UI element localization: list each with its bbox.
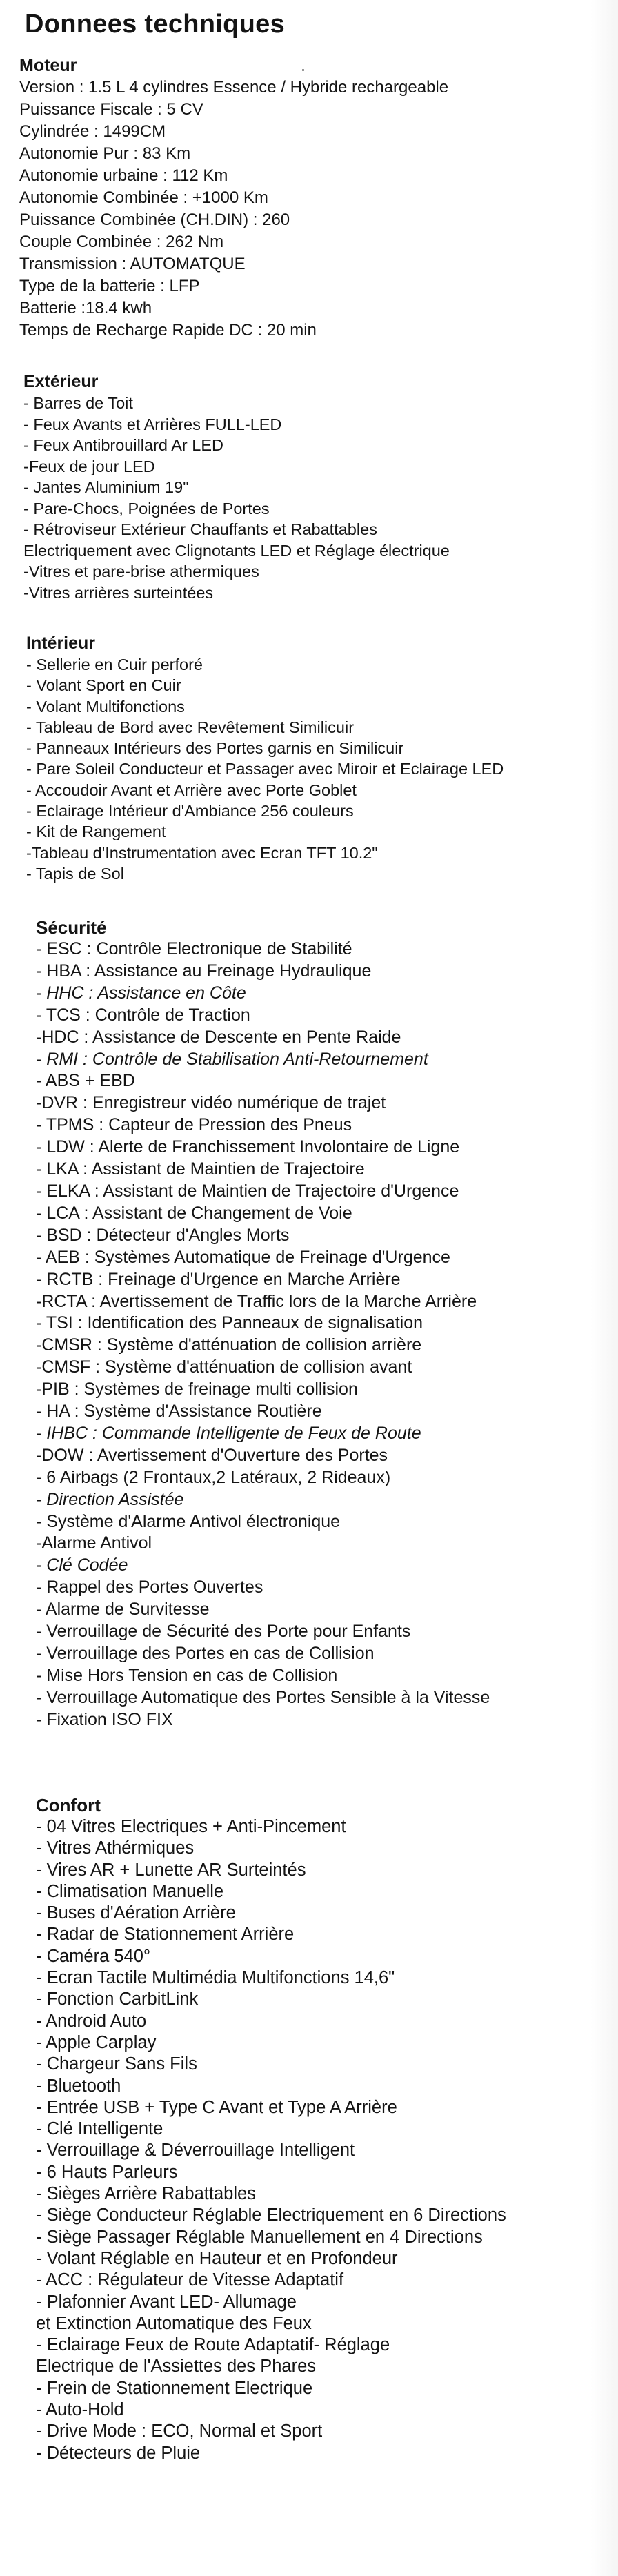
list-item: Autonomie urbaine : 112 Km	[19, 166, 228, 185]
list-item: - Détecteurs de Pluie	[36, 2443, 201, 2463]
list-item: -Vitres arrières surteintées	[23, 583, 214, 602]
section-heading-securite: Sécurité	[36, 917, 107, 938]
list-item: - Frein de Stationnement Electrique	[36, 2378, 313, 2398]
list-item: - 6 Airbags (2 Frontaux,2 Latéraux, 2 Rideaux)	[36, 1467, 391, 1487]
list-item: - Fixation ISO FIX	[36, 1709, 173, 1729]
page-title: Donnees techniques	[25, 10, 286, 39]
list-item: - ACC : Régulateur de Vitesse Adaptatif	[36, 2270, 344, 2290]
list-item: - Siège Conducteur Réglable Electriquement en 6 Directions	[36, 2205, 506, 2225]
list-item: - Alarme de Survitesse	[36, 1600, 210, 1620]
section-heading-exterieur: Extérieur	[23, 372, 99, 391]
list-item: - 6 Hauts Parleurs	[36, 2162, 178, 2182]
list-item: - Volant Réglable en Hauteur et en Profondeur	[36, 2248, 398, 2268]
list-item: - Plafonnier Avant LED- Allumage	[36, 2292, 297, 2312]
list-item: - HHC : Assistance en Côte	[36, 983, 246, 1003]
list-item: - RMI : Contrôle de Stabilisation Anti-Retournement	[36, 1049, 428, 1069]
list-item: - HA : Système d'Assistance Routière	[36, 1402, 322, 1422]
list-item: - Panneaux Intérieurs des Portes garnis en Similicuir	[26, 739, 404, 758]
list-item: - Volant Multifonctions	[26, 697, 185, 716]
list-item: - Buses d'Aération Arrière	[36, 1903, 236, 1923]
list-item: - Eclairage Feux de Route Adaptatif- Réglage	[36, 2335, 390, 2355]
list-item: - Pare-Chocs, Poignées de Portes	[23, 499, 270, 518]
list-item: - Tableau de Bord avec Revêtement Similicuir	[26, 718, 355, 736]
list-item: - Ecran Tactile Multimédia Multifonctions 14,6"	[36, 1968, 395, 1988]
list-item: - Radar de Stationnement Arrière	[36, 1925, 295, 1945]
list-item: - Tapis de Sol	[26, 864, 124, 883]
list-item: Electrique de l'Assiettes des Phares	[36, 2357, 316, 2377]
list-item: - Système d'Alarme Antivol électronique	[36, 1511, 341, 1531]
list-item: - Pare Soleil Conducteur et Passager avec Miroir et Eclairage LED	[26, 760, 504, 778]
list-item: - Eclairage Intérieur d'Ambiance 256 couleurs	[26, 802, 354, 820]
section-heading-confort: Confort	[36, 1795, 101, 1816]
list-item: Electriquement avec Clignotants LED et Réglage électrique	[23, 541, 450, 560]
list-item: -HDC : Assistance de Descente en Pente Raide	[36, 1027, 401, 1047]
list-item: - Feux Antibrouillard Ar LED	[23, 436, 223, 454]
exterieur-list	[23, 393, 450, 603]
list-item: - TCS : Contrôle de Traction	[36, 1005, 250, 1025]
scan-edge-shading	[590, 0, 618, 2576]
list-item: - Rappel des Portes Ouvertes	[36, 1577, 263, 1597]
list-item: - LKA : Assistant de Maintien de Trajectoire	[36, 1159, 365, 1179]
list-item: Version : 1.5 L 4 cylindres Essence / Hybride rechargeable	[19, 78, 449, 97]
list-item: - LDW : Alerte de Franchissement Involontaire de Ligne	[36, 1137, 460, 1157]
list-item: - Apple Carplay	[36, 2032, 157, 2052]
list-item: Transmission : AUTOMATQUE	[19, 255, 246, 273]
list-item: - Bluetooth	[36, 2076, 121, 2096]
list-item: - Fonction CarbitLink	[36, 1989, 199, 2009]
list-item: -Vitres et pare-brise athermiques	[23, 562, 259, 580]
list-item: - Mise Hors Tension en cas de Collision	[36, 1665, 338, 1685]
list-item: - Jantes Aluminium 19"	[23, 478, 189, 496]
section-interieur	[26, 633, 504, 884]
list-item: - Chargeur Sans Fils	[36, 2054, 197, 2074]
list-item: - Caméra 540°	[36, 1946, 151, 1966]
section-heading-interieur: Intérieur	[26, 633, 96, 653]
list-item: et Extinction Automatique des Feux	[36, 2313, 312, 2333]
list-item: - Direction Assistée	[36, 1489, 184, 1509]
list-item: - TPMS : Capteur de Pression des Pneus	[36, 1115, 352, 1135]
list-item: - ABS + EBD	[36, 1071, 135, 1091]
list-item: - Verrouillage Automatique des Portes Sensible à la Vitesse	[36, 1687, 490, 1707]
section-exterieur	[23, 371, 450, 603]
list-item: - Barres de Toit	[23, 394, 133, 412]
list-item: - Android Auto	[36, 2011, 147, 2031]
list-item: - Verrouillage de Sécurité des Porte pour Enfants	[36, 1622, 411, 1642]
list-item: -Tableau d'Instrumentation avec Ecran TFT 10.2"	[26, 843, 378, 862]
section-securite	[36, 916, 490, 1731]
list-item: Autonomie Pur : 83 Km	[19, 144, 191, 163]
list-item: - Clé Codée	[36, 1555, 128, 1575]
list-item: - Sièges Arrière Rabattables	[36, 2184, 256, 2204]
list-item: - Vitres Athérmiques	[36, 1838, 195, 1858]
moteur-list	[19, 77, 448, 342]
list-item: Puissance Fiscale : 5 CV	[19, 100, 203, 119]
list-item: - Accoudoir Avant et Arrière avec Porte Goblet	[26, 780, 357, 799]
section-heading-moteur: Moteur	[19, 56, 77, 75]
list-item: -DVR : Enregistreur vidéo numérique de trajet	[36, 1093, 386, 1113]
list-item: Autonomie Combinée : +1000 Km	[19, 188, 268, 207]
list-item: - Drive Mode : ECO, Normal et Sport	[36, 2421, 323, 2441]
confort-list	[36, 1816, 506, 2464]
list-item: - AEB : Systèmes Automatique de Freinage d'Urgence	[36, 1247, 450, 1267]
list-item: Couple Combinée : 262 Nm	[19, 233, 224, 251]
list-item: Type de la batterie : LFP	[19, 277, 200, 295]
list-item: - Sellerie en Cuir perforé	[26, 656, 203, 674]
list-item: - ESC : Contrôle Electronique de Stabilité	[36, 939, 352, 958]
list-item: - Verrouillage des Portes en cas de Collision	[36, 1644, 375, 1663]
section-confort	[36, 1794, 506, 2464]
list-item: - ELKA : Assistant de Maintien de Trajectoire d'Urgence	[36, 1181, 459, 1201]
list-item: - TSI : Identification des Panneaux de signalisation	[36, 1313, 423, 1333]
list-item: - IHBC : Commande Intelligente de Feux de Route	[36, 1423, 421, 1443]
list-item: - Climatisation Manuelle	[36, 1881, 224, 1901]
list-item: - LCA : Assistant de Changement de Voie	[36, 1203, 352, 1223]
list-item: - Rétroviseur Extérieur Chauffants et Rabattables	[23, 520, 377, 538]
section-moteur	[19, 55, 448, 342]
list-item: -Feux de jour LED	[23, 457, 155, 475]
list-item: - Volant Sport en Cuir	[26, 676, 181, 695]
list-item: Puissance Combinée (CH.DIN) : 260	[19, 210, 290, 229]
list-item: Cylindrée : 1499CM	[19, 122, 166, 141]
list-item: -DOW : Avertissement d'Ouverture des Portes	[36, 1445, 388, 1465]
securite-list	[36, 938, 490, 1731]
list-item: - RCTB : Freinage d'Urgence en Marche Arrière	[36, 1269, 401, 1289]
interieur-list	[26, 654, 504, 884]
list-item: Batterie :18.4 kwh	[19, 299, 152, 317]
list-item: - Vires AR + Lunette AR Surteintés	[36, 1860, 306, 1880]
list-item: - Auto-Hold	[36, 2400, 124, 2420]
list-item: -CMSR : Système d'atténuation de collision arrière	[36, 1335, 422, 1355]
list-item: -CMSF : Système d'atténuation de collision avant	[36, 1357, 412, 1377]
list-item: - Kit de Rangement	[26, 823, 166, 841]
list-item: -RCTA : Avertissement de Traffic lors de la Marche Arrière	[36, 1291, 477, 1311]
list-item: - 04 Vitres Electriques + Anti-Pincement	[36, 1817, 346, 1836]
list-item: -PIB : Systèmes de freinage multi collision	[36, 1379, 358, 1399]
list-item: Temps de Recharge Rapide DC : 20 min	[19, 321, 317, 340]
list-item: - BSD : Détecteur d'Angles Morts	[36, 1225, 290, 1245]
list-item: - Verrouillage & Déverrouillage Intelligent	[36, 2141, 355, 2161]
list-item: -Alarme Antivol	[36, 1533, 152, 1553]
list-item: - Feux Avants et Arrières FULL-LED	[23, 415, 282, 433]
list-item: - Entrée USB + Type C Avant et Type A Arrière	[36, 2097, 397, 2117]
list-item: - HBA : Assistance au Freinage Hydraulique	[36, 961, 372, 981]
list-item: - Clé Intelligente	[36, 2119, 163, 2139]
list-item: - Siège Passager Réglable Manuellement en 4 Directions	[36, 2227, 483, 2247]
